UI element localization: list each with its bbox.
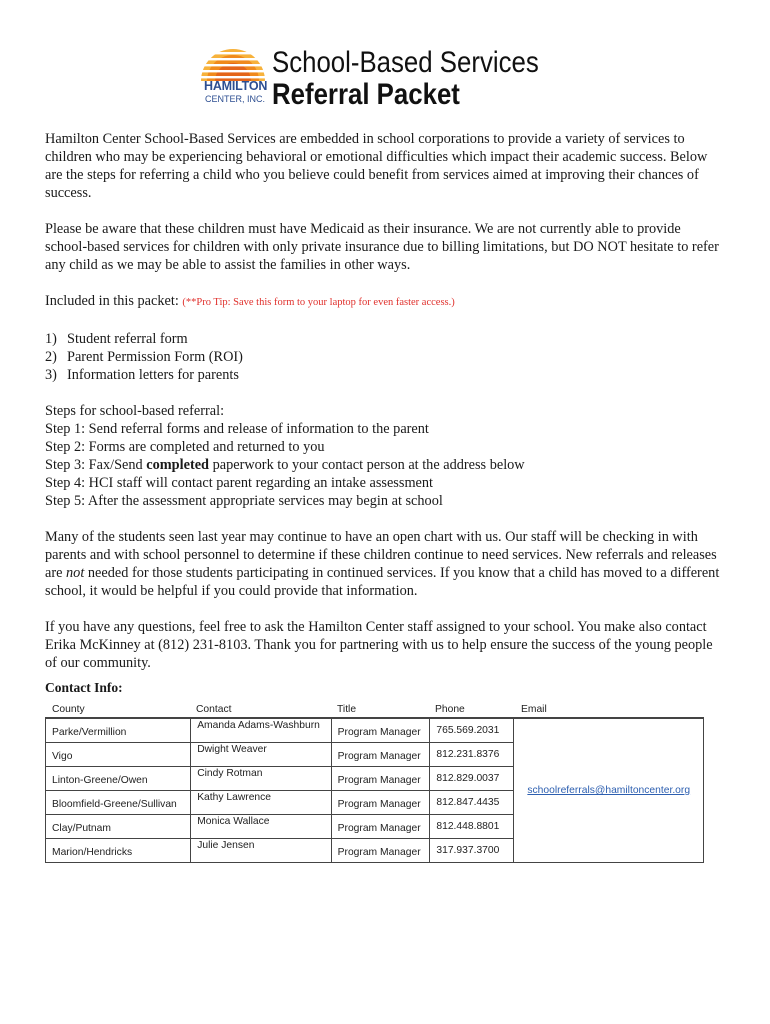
- header-contact: Contact: [196, 704, 232, 715]
- table-row: Parke/Vermillion Amanda Adams-Washburn Program Manager 765.569.2031 schoolreferrals@hamiltoncenter.org: [46, 718, 704, 743]
- email-link[interactable]: schoolreferrals@hamiltoncenter.org: [514, 718, 704, 863]
- list-item: 2) Parent Permission Form (ROI): [45, 349, 243, 365]
- table-row: Marion/Hendricks Julie Jensen Program Manager 317.937.3700: [46, 839, 704, 863]
- questions-paragraph: If you have any questions, feel free to ask the Hamilton Center staff assigned to your school. You make also contact Erika McKinney at (812) 231-8103. Thank you for partnering with us to help ensure the success of the young people of our community.: [45, 619, 713, 671]
- packet-contents-line: [45, 292, 725, 312]
- header-county: County: [52, 704, 85, 715]
- step-2: Step 2: Forms are completed and returned to you: [45, 439, 325, 455]
- hamilton-center-logo: [198, 44, 268, 110]
- step-3: Step 3: Fax/Send completed paperwork to your contact person at the address below: [45, 457, 525, 473]
- list-item: 3) Information letters for parents: [45, 367, 239, 383]
- sunrise-icon: [198, 44, 268, 84]
- returning-students-paragraph: Many of the students seen last year may continue to have an open chart with us. Our staff will be checking in with parents and with school personnel to determine if these children continue to need services. New referrals and releases are not needed for those students participating in continued services. If you know that a child has moved to a different school, it would be helpful if you could provide that information.: [45, 529, 720, 599]
- document-header: [198, 44, 618, 114]
- step-5: Step 5: After the assessment appropriate services may begin at school: [45, 493, 443, 509]
- list-item: 1) Student referral form: [45, 331, 188, 347]
- contact-info-heading: Contact Info:: [45, 680, 123, 695]
- pro-tip: (**Pro Tip: Save this form to your laptop for even faster access.): [182, 297, 455, 308]
- table-row: Bloomfield-Greene/Sullivan Kathy Lawrence Program Manager 812.847.4435: [46, 791, 704, 815]
- header-email: Email: [521, 704, 547, 715]
- contact-table: [45, 702, 704, 858]
- packet-list: [45, 330, 725, 384]
- contact-grid: [45, 717, 704, 863]
- header-title: Title: [337, 704, 357, 715]
- packet-label: Included in this packet:: [45, 293, 183, 309]
- document-body: [45, 130, 725, 672]
- table-header: [45, 702, 704, 718]
- medicaid-paragraph: Please be aware that these children must have Medicaid as their insurance. We are not currently able to provide school-based services for children with only private insurance due to billing limitations, but DO NOT hesitate to refer any child as we may be able to assist the families in other ways.: [45, 221, 719, 273]
- logo-subtitle: CENTER, INC.: [205, 94, 266, 104]
- table-row: Linton-Greene/Owen Cindy Rotman Program Manager 812.829.0037: [46, 767, 704, 791]
- page-title-line1: School-Based Services: [272, 46, 539, 79]
- step-1: Step 1: Send referral forms and release of information to the parent: [45, 421, 429, 437]
- table-row: Vigo Dwight Weaver Program Manager 812.231.8376: [46, 743, 704, 767]
- steps-heading: Steps for school-based referral:: [45, 403, 225, 419]
- page-title-line2: Referral Packet: [272, 78, 460, 111]
- step-4: Step 4: HCI staff will contact parent regarding an intake assessment: [45, 475, 434, 491]
- logo-wordmark: HAMILTON: [204, 79, 268, 93]
- table-row: Clay/Putnam Monica Wallace Program Manager 812.448.8801: [46, 815, 704, 839]
- intro-paragraph: Hamilton Center School-Based Services are embedded in school corporations to provide a variety of services to children who may be experiencing behavioral or emotional difficulties which impact their academic success. Below are the steps for referring a child who you believe could benefit from services aimed at improving their chances of success.: [45, 131, 708, 201]
- header-phone: Phone: [435, 704, 465, 715]
